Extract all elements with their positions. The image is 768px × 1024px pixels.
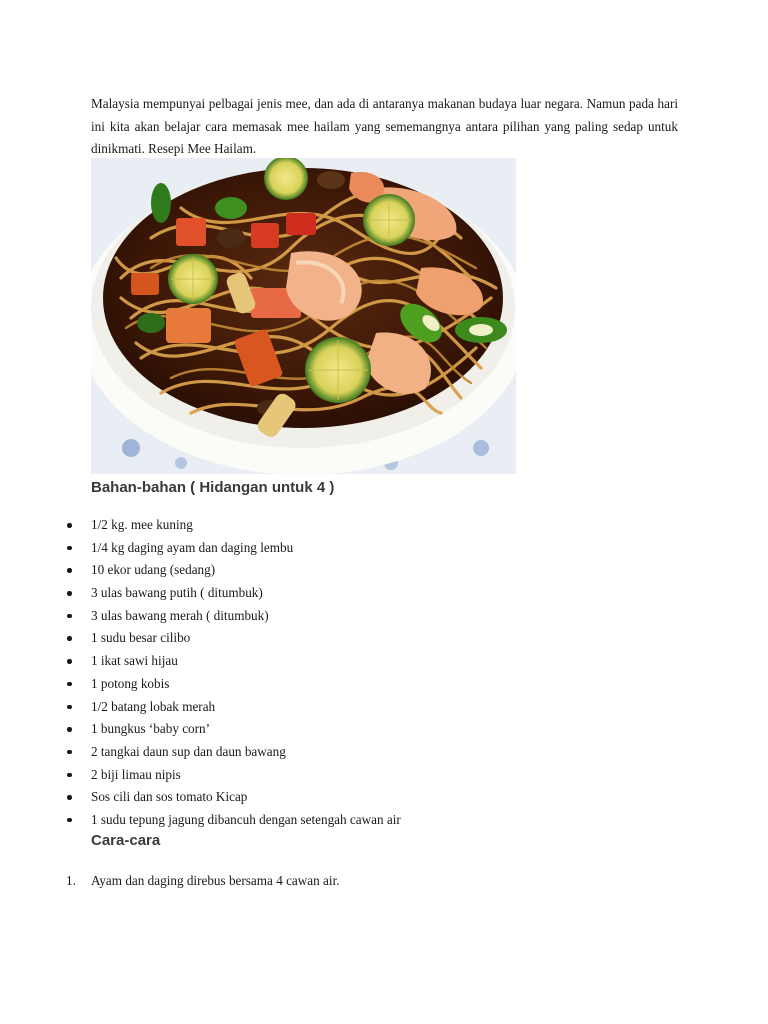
bullet-icon [67,795,72,800]
list-item [66,537,401,560]
bullet-icon [67,705,72,710]
list-item [66,718,401,741]
ingredients-heading: Bahan-bahan ( Hidangan untuk 4 ) [91,479,335,496]
bullet-icon [67,614,72,619]
intro-paragraph: Malaysia mempunyai pelbagai jenis mee, dan ada di antaranya makanan budaya luar negara. Namun pada hari ini kita akan belajar cara memasak mee hailam yang sememangnya antara pilihan yang paling sedap untuk dinikmati. Resepi Mee Hailam. [91,96,678,156]
mee-hailam-photo [91,158,516,474]
list-item [66,605,401,628]
bullet-icon [67,682,72,687]
bullet-icon [67,523,72,528]
list-item [66,627,401,650]
list-item [66,696,401,719]
ingredient-text: 3 ulas bawang merah ( ditumbuk) [91,607,269,623]
ingredient-text: 1 sudu besar cilibo [91,630,191,646]
step-number: 1. [66,873,76,888]
ingredient-text: 2 biji limau nipis [91,766,181,782]
bullet-icon [67,818,72,823]
list-item [66,741,401,764]
ingredient-text: 1/2 kg. mee kuning [91,517,193,532]
list-item [66,809,401,832]
bullet-icon [67,568,72,573]
list-item [66,650,401,673]
ingredient-text: 1/4 kg daging ayam dan daging lembu [91,539,294,555]
list-item [66,870,340,892]
ingredient-text: Sos cili dan sos tomato Kicap [91,789,248,805]
ingredient-text: 1 sudu tepung jagung dibancuh dengan setengah cawan air [91,811,401,827]
list-item [66,786,401,809]
bullet-icon [67,659,72,664]
bullet-icon [67,727,72,732]
list-item [66,514,401,537]
method-steps-list [66,870,340,892]
ingredient-text: 1/2 batang lobak merah [91,698,216,714]
bullet-icon [67,591,72,596]
bullet-icon [67,636,72,641]
list-item [66,764,401,787]
bullet-icon [67,750,72,755]
ingredient-text: 10 ekor udang (sedang) [91,562,216,578]
ingredient-text: 1 bungkus ‘baby corn’ [91,721,211,737]
list-item [66,559,401,582]
method-heading: Cara-cara [91,832,161,849]
bullet-icon [67,773,72,778]
step-text: Ayam dan daging direbus bersama 4 cawan air. [91,873,340,888]
ingredient-text: 2 tangkai daun sup dan daun bawang [91,743,286,759]
ingredients-list [66,514,401,832]
ingredient-text: 3 ulas bawang putih ( ditumbuk) [91,585,263,601]
list-item [66,673,401,696]
list-item [66,582,401,605]
ingredient-text: 1 ikat sawi hijau [91,653,178,669]
ingredient-text: 1 potong kobis [91,675,170,691]
bullet-icon [67,546,72,551]
